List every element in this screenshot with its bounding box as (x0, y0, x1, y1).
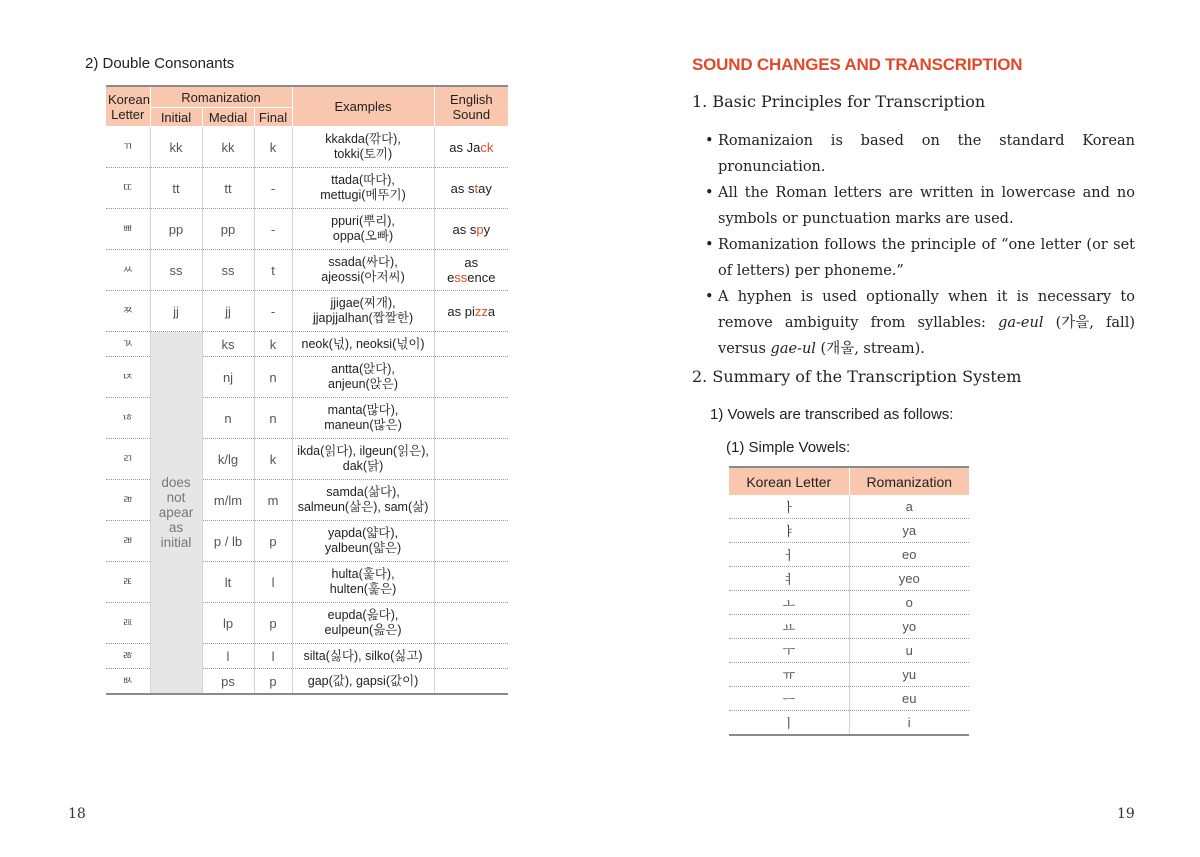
final-value: - (254, 168, 292, 209)
examples-cell (292, 250, 434, 291)
korean-vowel: ㅠ (729, 663, 849, 687)
korean-vowel: ㅏ (729, 495, 849, 519)
header-korean-letter: Korean Letter (729, 467, 849, 495)
list-item: • All the Roman letters are written in lowercase and no symbols or punctuation marks are used. (705, 185, 1135, 227)
korean-letter: ㄻ (106, 480, 150, 521)
korean-letter: ㄶ (106, 398, 150, 439)
example-line: antta(앉다), (331, 362, 395, 376)
final-value: p (254, 603, 292, 644)
english-sound (434, 398, 508, 439)
example-line: oppa(오빠) (332, 229, 394, 243)
final-value: - (254, 209, 292, 250)
right-page (600, 0, 1200, 857)
examples-cell (292, 439, 434, 480)
romanization-value: i (849, 711, 969, 736)
table-row (729, 711, 969, 736)
example-line: hulten(훑은) (329, 582, 397, 596)
final-value: l (254, 562, 292, 603)
examples-cell (292, 127, 434, 168)
english-sound (434, 521, 508, 562)
english-sound (434, 332, 508, 357)
final-value: n (254, 357, 292, 398)
initial-value: tt (150, 168, 202, 209)
table-row (729, 567, 969, 591)
example-line: samda(삶다), (326, 485, 400, 499)
header-examples: Examples (292, 86, 434, 127)
examples-cell (292, 168, 434, 209)
korean-vowel: ㅛ (729, 615, 849, 639)
header-english-sound: English Sound (434, 86, 508, 127)
principles-list (705, 128, 1135, 362)
table-row (729, 543, 969, 567)
initial-value: ss (150, 250, 202, 291)
page-number-right: 19 (1117, 806, 1135, 822)
example-line: yapda(얇다), (328, 526, 399, 540)
header-korean-letter: Korean Letter (106, 86, 150, 127)
examples-cell (292, 480, 434, 521)
simple-vowels-table (729, 466, 969, 736)
korean-letter: ㄾ (106, 562, 150, 603)
example-line: ikda(읽다), ilgeun(읽은), (297, 444, 429, 458)
highlighted-sound: t (474, 180, 479, 196)
examples-cell (292, 562, 434, 603)
simple-vowels-heading: (1) Simple Vowels: (726, 439, 851, 456)
final-value: t (254, 250, 292, 291)
korean-vowel: ㅕ (729, 567, 849, 591)
example-line: eupda(읊다), (327, 608, 399, 622)
english-sound (434, 669, 508, 695)
korean-letter: ㄲ (106, 127, 150, 168)
examples-cell (292, 332, 434, 357)
english-sound: as stay (434, 168, 508, 209)
final-value: p (254, 669, 292, 695)
korean-letter: ㅉ (106, 291, 150, 332)
page-number-left: 18 (68, 806, 86, 822)
example-line: dak(닭) (342, 459, 384, 473)
korean-letter: ㅃ (106, 209, 150, 250)
table-row (106, 168, 508, 209)
example-line: eulpeun(읊은) (324, 623, 402, 637)
medial-value: kk (202, 127, 254, 168)
korean-letter: ㄿ (106, 603, 150, 644)
english-sound (434, 439, 508, 480)
korean-vowel: ㅗ (729, 591, 849, 615)
romanization-value: u (849, 639, 969, 663)
medial-value: ss (202, 250, 254, 291)
korean-letter: ㄵ (106, 357, 150, 398)
not-initial-note: does not apear as initial (150, 332, 202, 695)
table-row (106, 250, 508, 291)
example-line: manta(많다), (327, 403, 399, 417)
summary-heading: 2. Summary of the Transcription System (692, 367, 1022, 386)
romanization-value: yu (849, 663, 969, 687)
korean-letter: ㅀ (106, 644, 150, 669)
highlighted-sound: zz (474, 303, 488, 319)
final-value: k (254, 127, 292, 168)
example-line: ttada(따다), (331, 173, 395, 187)
table-row (729, 519, 969, 543)
basic-principles-heading: 1. Basic Principles for Transcription (692, 92, 986, 111)
romanization-value: ya (849, 519, 969, 543)
table-row (729, 663, 969, 687)
highlighted-sound: p (476, 221, 484, 237)
example-line: neok(넋), neoksi(넋이) (301, 336, 425, 351)
romanization-value: yeo (849, 567, 969, 591)
example-line: hulta(훑다), (331, 567, 395, 581)
korean-letter: ㄸ (106, 168, 150, 209)
example-line: jjapjjalhan(짭짤한) (312, 311, 414, 325)
english-sound: as spy (434, 209, 508, 250)
final-value: n (254, 398, 292, 439)
header-romanization: Romanization (849, 467, 969, 495)
medial-value: p / lb (202, 521, 254, 562)
example-line: ssada(싸다), (328, 255, 398, 269)
final-value: - (254, 291, 292, 332)
example-line: yalbeun(얇은) (324, 541, 402, 555)
example-line: salmeun(삶은), sam(삶) (297, 500, 429, 514)
medial-value: ks (202, 332, 254, 357)
final-value: k (254, 332, 292, 357)
medial-value: pp (202, 209, 254, 250)
english-sound: as pizza (434, 291, 508, 332)
table-row (729, 639, 969, 663)
medial-value: lp (202, 603, 254, 644)
examples-cell (292, 644, 434, 669)
example-line: kkakda(깎다), (325, 132, 401, 146)
korean-letter: ㄳ (106, 332, 150, 357)
medial-value: k/lg (202, 439, 254, 480)
examples-cell (292, 398, 434, 439)
examples-cell (292, 291, 434, 332)
table-row (729, 591, 969, 615)
medial-value: ps (202, 669, 254, 695)
final-value: l (254, 644, 292, 669)
examples-cell (292, 357, 434, 398)
medial-value: m/lm (202, 480, 254, 521)
medial-value: n (202, 398, 254, 439)
english-sound (434, 644, 508, 669)
medial-value: jj (202, 291, 254, 332)
list-item: • Romanization follows the principle of “one letter (or set of letters) per phoneme.” (705, 237, 1135, 279)
example-line: maneun(많은) (324, 418, 402, 432)
english-sound: as essence (434, 250, 508, 291)
korean-letter: ㅆ (106, 250, 150, 291)
korean-vowel: ㅡ (729, 687, 849, 711)
romanization-value: yo (849, 615, 969, 639)
list-item: • Romanizaion is based on the standard Korean pronunciation. (705, 133, 1135, 175)
initial-value: pp (150, 209, 202, 250)
table-row (729, 615, 969, 639)
header-medial: Medial (202, 108, 254, 127)
double-consonants-heading: 2) Double Consonants (85, 55, 235, 72)
example-line: jjigae(찌개), (330, 296, 396, 310)
example-line: silta(싫다), silko(싫고) (303, 648, 423, 663)
example-line: mettugi(메뚜기) (320, 188, 406, 202)
section-title: SOUND CHANGES AND TRANSCRIPTION (692, 55, 1023, 74)
medial-value: l (202, 644, 254, 669)
table-row (729, 495, 969, 519)
korean-letter: ㅄ (106, 669, 150, 695)
medial-value: nj (202, 357, 254, 398)
english-sound: as Jack (434, 127, 508, 168)
english-sound (434, 562, 508, 603)
example-line: tokki(토끼) (333, 147, 393, 161)
medial-value: lt (202, 562, 254, 603)
romanization-value: eu (849, 687, 969, 711)
initial-value: kk (150, 127, 202, 168)
table-row (106, 291, 508, 332)
table-row (106, 127, 508, 168)
examples-cell (292, 603, 434, 644)
vowels-heading: 1) Vowels are transcribed as follows: (710, 406, 954, 423)
final-value: k (254, 439, 292, 480)
final-value: p (254, 521, 292, 562)
examples-cell (292, 209, 434, 250)
korean-letter: ㄺ (106, 439, 150, 480)
korean-vowel: ㅓ (729, 543, 849, 567)
final-value: m (254, 480, 292, 521)
english-sound (434, 603, 508, 644)
medial-value: tt (202, 168, 254, 209)
example-line: ajeossi(아저씨) (321, 270, 405, 284)
initial-value: jj (150, 291, 202, 332)
korean-vowel: ㅑ (729, 519, 849, 543)
table-row (106, 209, 508, 250)
table-row (729, 687, 969, 711)
english-sound (434, 480, 508, 521)
english-sound (434, 357, 508, 398)
header-initial: Initial (150, 108, 202, 127)
romanization-value: eo (849, 543, 969, 567)
table-row (106, 332, 508, 357)
double-consonants-table (106, 85, 508, 695)
korean-vowel: ㅣ (729, 711, 849, 736)
header-final: Final (254, 108, 292, 127)
romanization-value: a (849, 495, 969, 519)
examples-cell (292, 521, 434, 562)
highlighted-sound: ss (454, 270, 468, 285)
header-romanization: Romanization (150, 86, 292, 108)
examples-cell (292, 669, 434, 695)
romanization-value: o (849, 591, 969, 615)
korean-letter: ㄼ (106, 521, 150, 562)
list-item: • A hyphen is used optionally when it is necessary to remove ambiguity from syllables: ga-eul (가을, fall) versus gae-ul (개울, stream). (705, 289, 1135, 357)
example-line: gap(값), gapsi(값이) (307, 673, 419, 688)
example-line: ppuri(뿌리), (331, 214, 395, 228)
highlighted-sound: ck (480, 139, 494, 155)
example-line: anjeun(앉은) (328, 377, 399, 391)
korean-vowel: ㅜ (729, 639, 849, 663)
